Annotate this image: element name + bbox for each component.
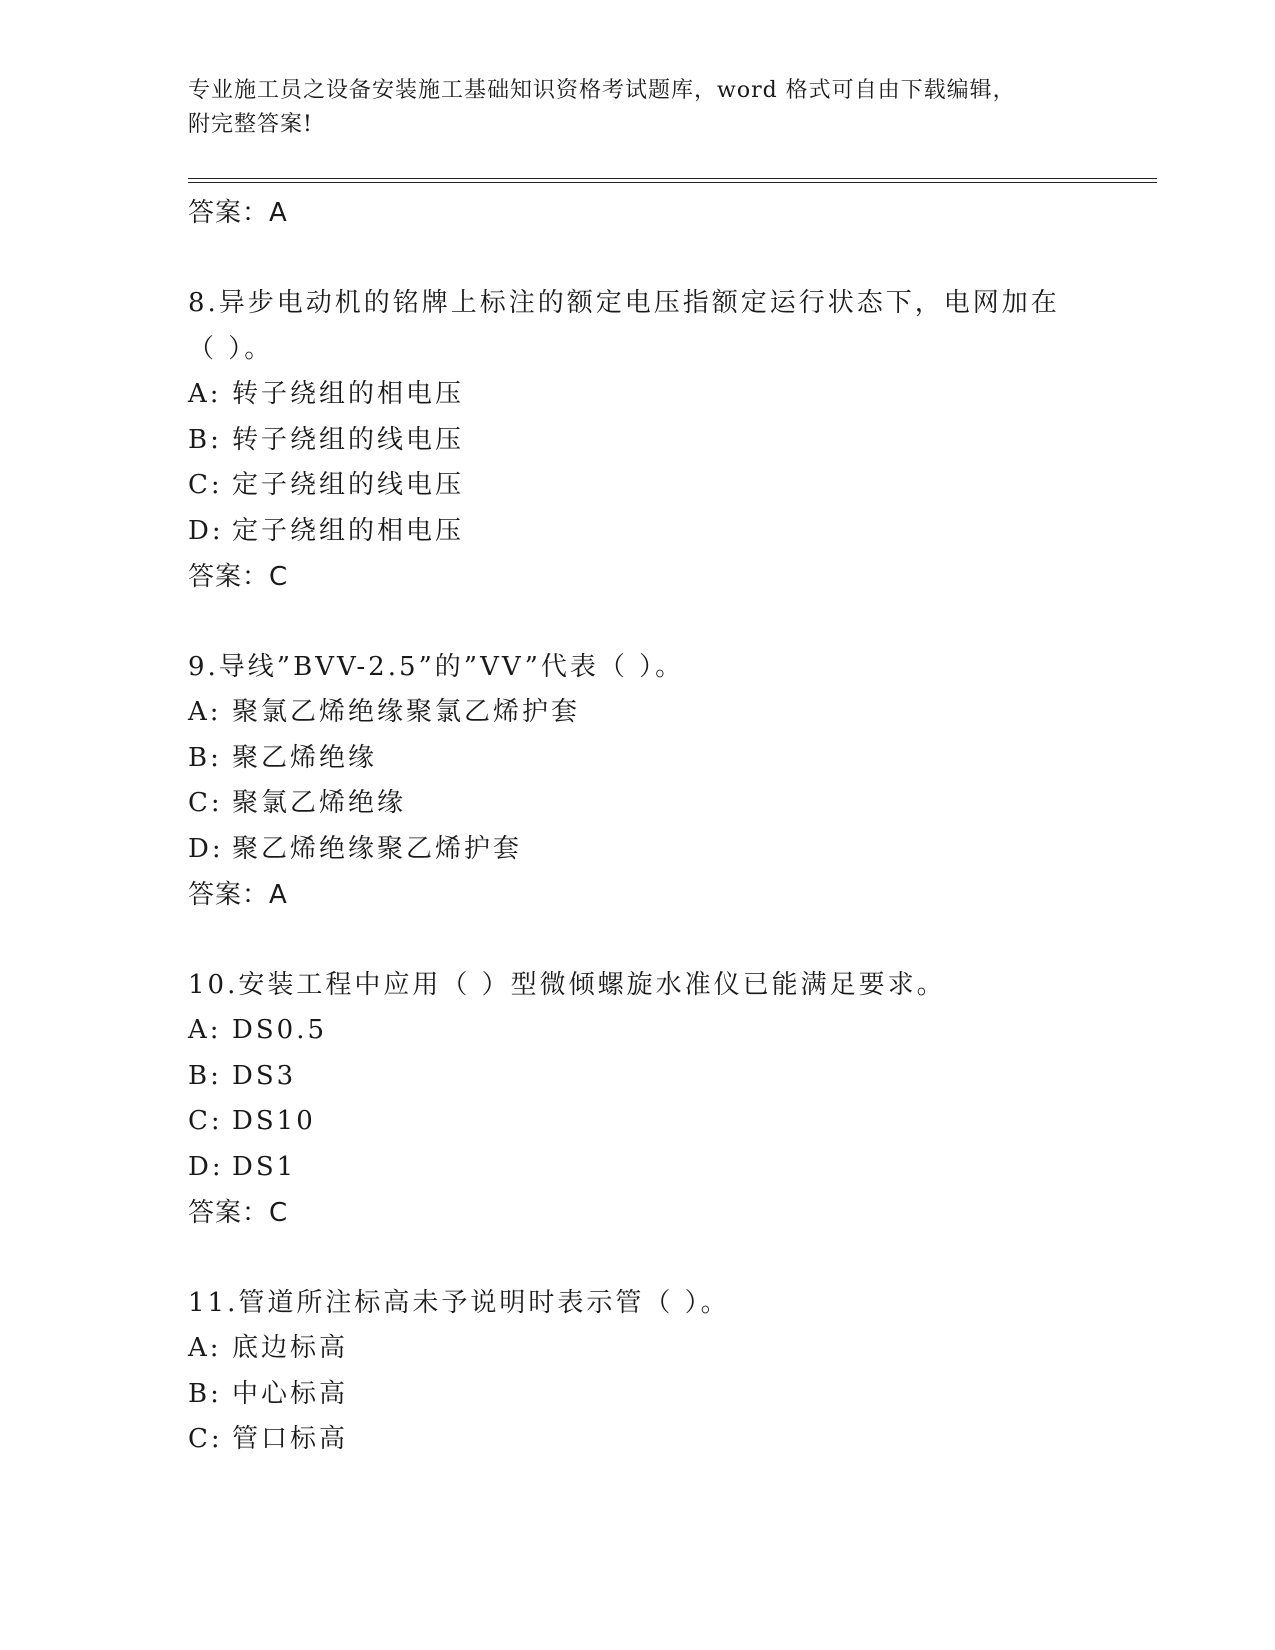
option-text: DS3 xyxy=(232,1060,297,1091)
option-label: B: xyxy=(188,742,222,773)
option-c xyxy=(188,1099,1088,1145)
answer-line: 答案：C xyxy=(188,562,289,592)
option-label: B: xyxy=(188,1378,222,1409)
option-d xyxy=(188,827,1088,873)
question-stem-continued: （ ）。 xyxy=(188,334,274,364)
question-stem: 11.管道所注标高未予说明时表示管（ ）。 xyxy=(188,1288,730,1318)
option-a xyxy=(188,1326,1088,1372)
option-text: DS10 xyxy=(232,1106,316,1136)
option-text: 定子绕组的相电压 xyxy=(232,515,465,546)
option-text: DS1 xyxy=(232,1151,297,1182)
option-a xyxy=(188,690,1088,736)
question-11 xyxy=(188,1280,1088,1463)
option-label: A: xyxy=(188,697,222,727)
option-text: 转子绕组的相电压 xyxy=(232,379,465,409)
header-divider xyxy=(188,178,1157,183)
option-d xyxy=(188,509,1088,555)
question-8 xyxy=(188,280,1088,600)
question-stem: 10.安装工程中应用（ ）型微倾螺旋水准仪已能满足要求。 xyxy=(188,970,946,1000)
option-b xyxy=(188,736,1088,782)
option-label: D: xyxy=(188,515,224,546)
option-c xyxy=(188,1417,1088,1463)
option-b xyxy=(188,418,1088,464)
option-text: 定子绕组的线电压 xyxy=(232,470,465,500)
question-10 xyxy=(188,962,1088,1236)
option-label: C: xyxy=(188,1424,223,1454)
option-b xyxy=(188,1054,1088,1100)
option-d xyxy=(188,1145,1088,1191)
option-text: 聚乙烯绝缘聚乙烯护套 xyxy=(232,833,523,864)
option-label: B: xyxy=(188,1060,222,1091)
answer-line: 答案：A xyxy=(188,198,288,228)
option-label: A: xyxy=(188,1015,222,1045)
header-line-1: 专业施工员之设备安装施工基础知识资格考试题库，word 格式可自由下载编辑， xyxy=(188,78,1016,103)
option-text: 聚乙烯绝缘 xyxy=(232,742,378,773)
option-text: 聚氯乙烯绝缘聚氯乙烯护套 xyxy=(232,697,581,727)
option-label: D: xyxy=(188,833,224,864)
option-b xyxy=(188,1372,1088,1418)
option-a xyxy=(188,372,1088,418)
option-text: 底边标高 xyxy=(232,1333,349,1363)
option-label: A: xyxy=(188,379,222,409)
option-label: D: xyxy=(188,1151,224,1182)
answer-line: 答案：C xyxy=(188,1198,289,1228)
option-label: C: xyxy=(188,1106,223,1136)
question-stem: 8.异步电动机的铭牌上标注的额定电压指额定运行状态下，电网加在 xyxy=(188,288,1060,318)
answer-line: 答案：A xyxy=(188,880,288,910)
option-label: B: xyxy=(188,424,222,455)
option-c xyxy=(188,463,1088,509)
option-a xyxy=(188,1008,1088,1054)
option-text: DS0.5 xyxy=(232,1015,328,1045)
question-stem: 9.导线”BVV-2.5”的”VV”代表（ ）。 xyxy=(188,652,685,682)
question-list xyxy=(188,190,1088,1507)
option-label: C: xyxy=(188,788,223,818)
option-text: 转子绕组的线电压 xyxy=(232,424,465,455)
option-text: 管口标高 xyxy=(232,1424,349,1454)
option-c xyxy=(188,781,1088,827)
option-text: 中心标高 xyxy=(232,1378,349,1409)
question-9 xyxy=(188,644,1088,918)
header-line-2: 附完整答案! xyxy=(188,112,313,137)
option-label: A: xyxy=(188,1333,222,1363)
document-header xyxy=(188,74,1068,142)
option-label: C: xyxy=(188,470,223,500)
option-text: 聚氯乙烯绝缘 xyxy=(232,788,407,818)
